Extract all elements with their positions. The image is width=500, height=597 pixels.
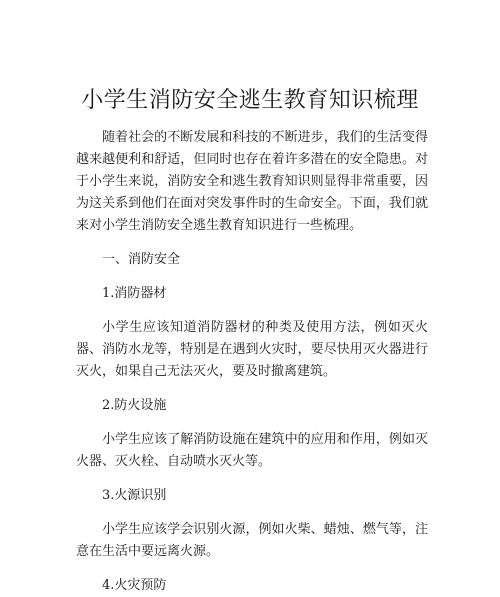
subheading-fire-facilities: 2.防火设施 [102, 398, 167, 413]
paragraph-fire-facilities: 小学生应该了解消防设施在建筑中的应用和作用，例如灭火器、灭火栓、自动喷水灭火等。 [76, 432, 428, 469]
subheading-fire-prevention: 4.火灾预防 [102, 578, 167, 593]
paragraph-fire-source-identification: 小学生应该学会识别火源，例如火柴、蜡烛、燃气等，注意在生活中要远离火源。 [76, 522, 428, 559]
subheading-fire-equipment: 1.消防器材 [102, 286, 167, 301]
document-body [76, 127, 428, 597]
paragraph-fire-equipment: 小学生应该知道消防器材的种类及使用方法，例如灭火器、消防水龙等，特别是在遇到火灾时，要尽快用灭火器进行灭火，如果自己无法灭火，要及时撤离建筑。 [76, 320, 428, 379]
intro-paragraph: 随着社会的不断发展和科技的不断进步，我们的生活变得越来越便利和舒适，但同时也存在着许多潜在的安全隐患。对于小学生来说，消防安全和逃生教育知识则显得非常重要，因为这关系到他们在面对突发事件时的生命安全。下面，我们就来对小学生消防安全逃生教育知识进行一些梳理。 [76, 130, 428, 233]
document-title: 小学生消防安全逃生教育知识梳理 [81, 88, 419, 113]
section-heading-fire-safety: 一、消防安全 [102, 252, 181, 267]
subheading-fire-source-identification: 3.火源识别 [102, 488, 167, 503]
